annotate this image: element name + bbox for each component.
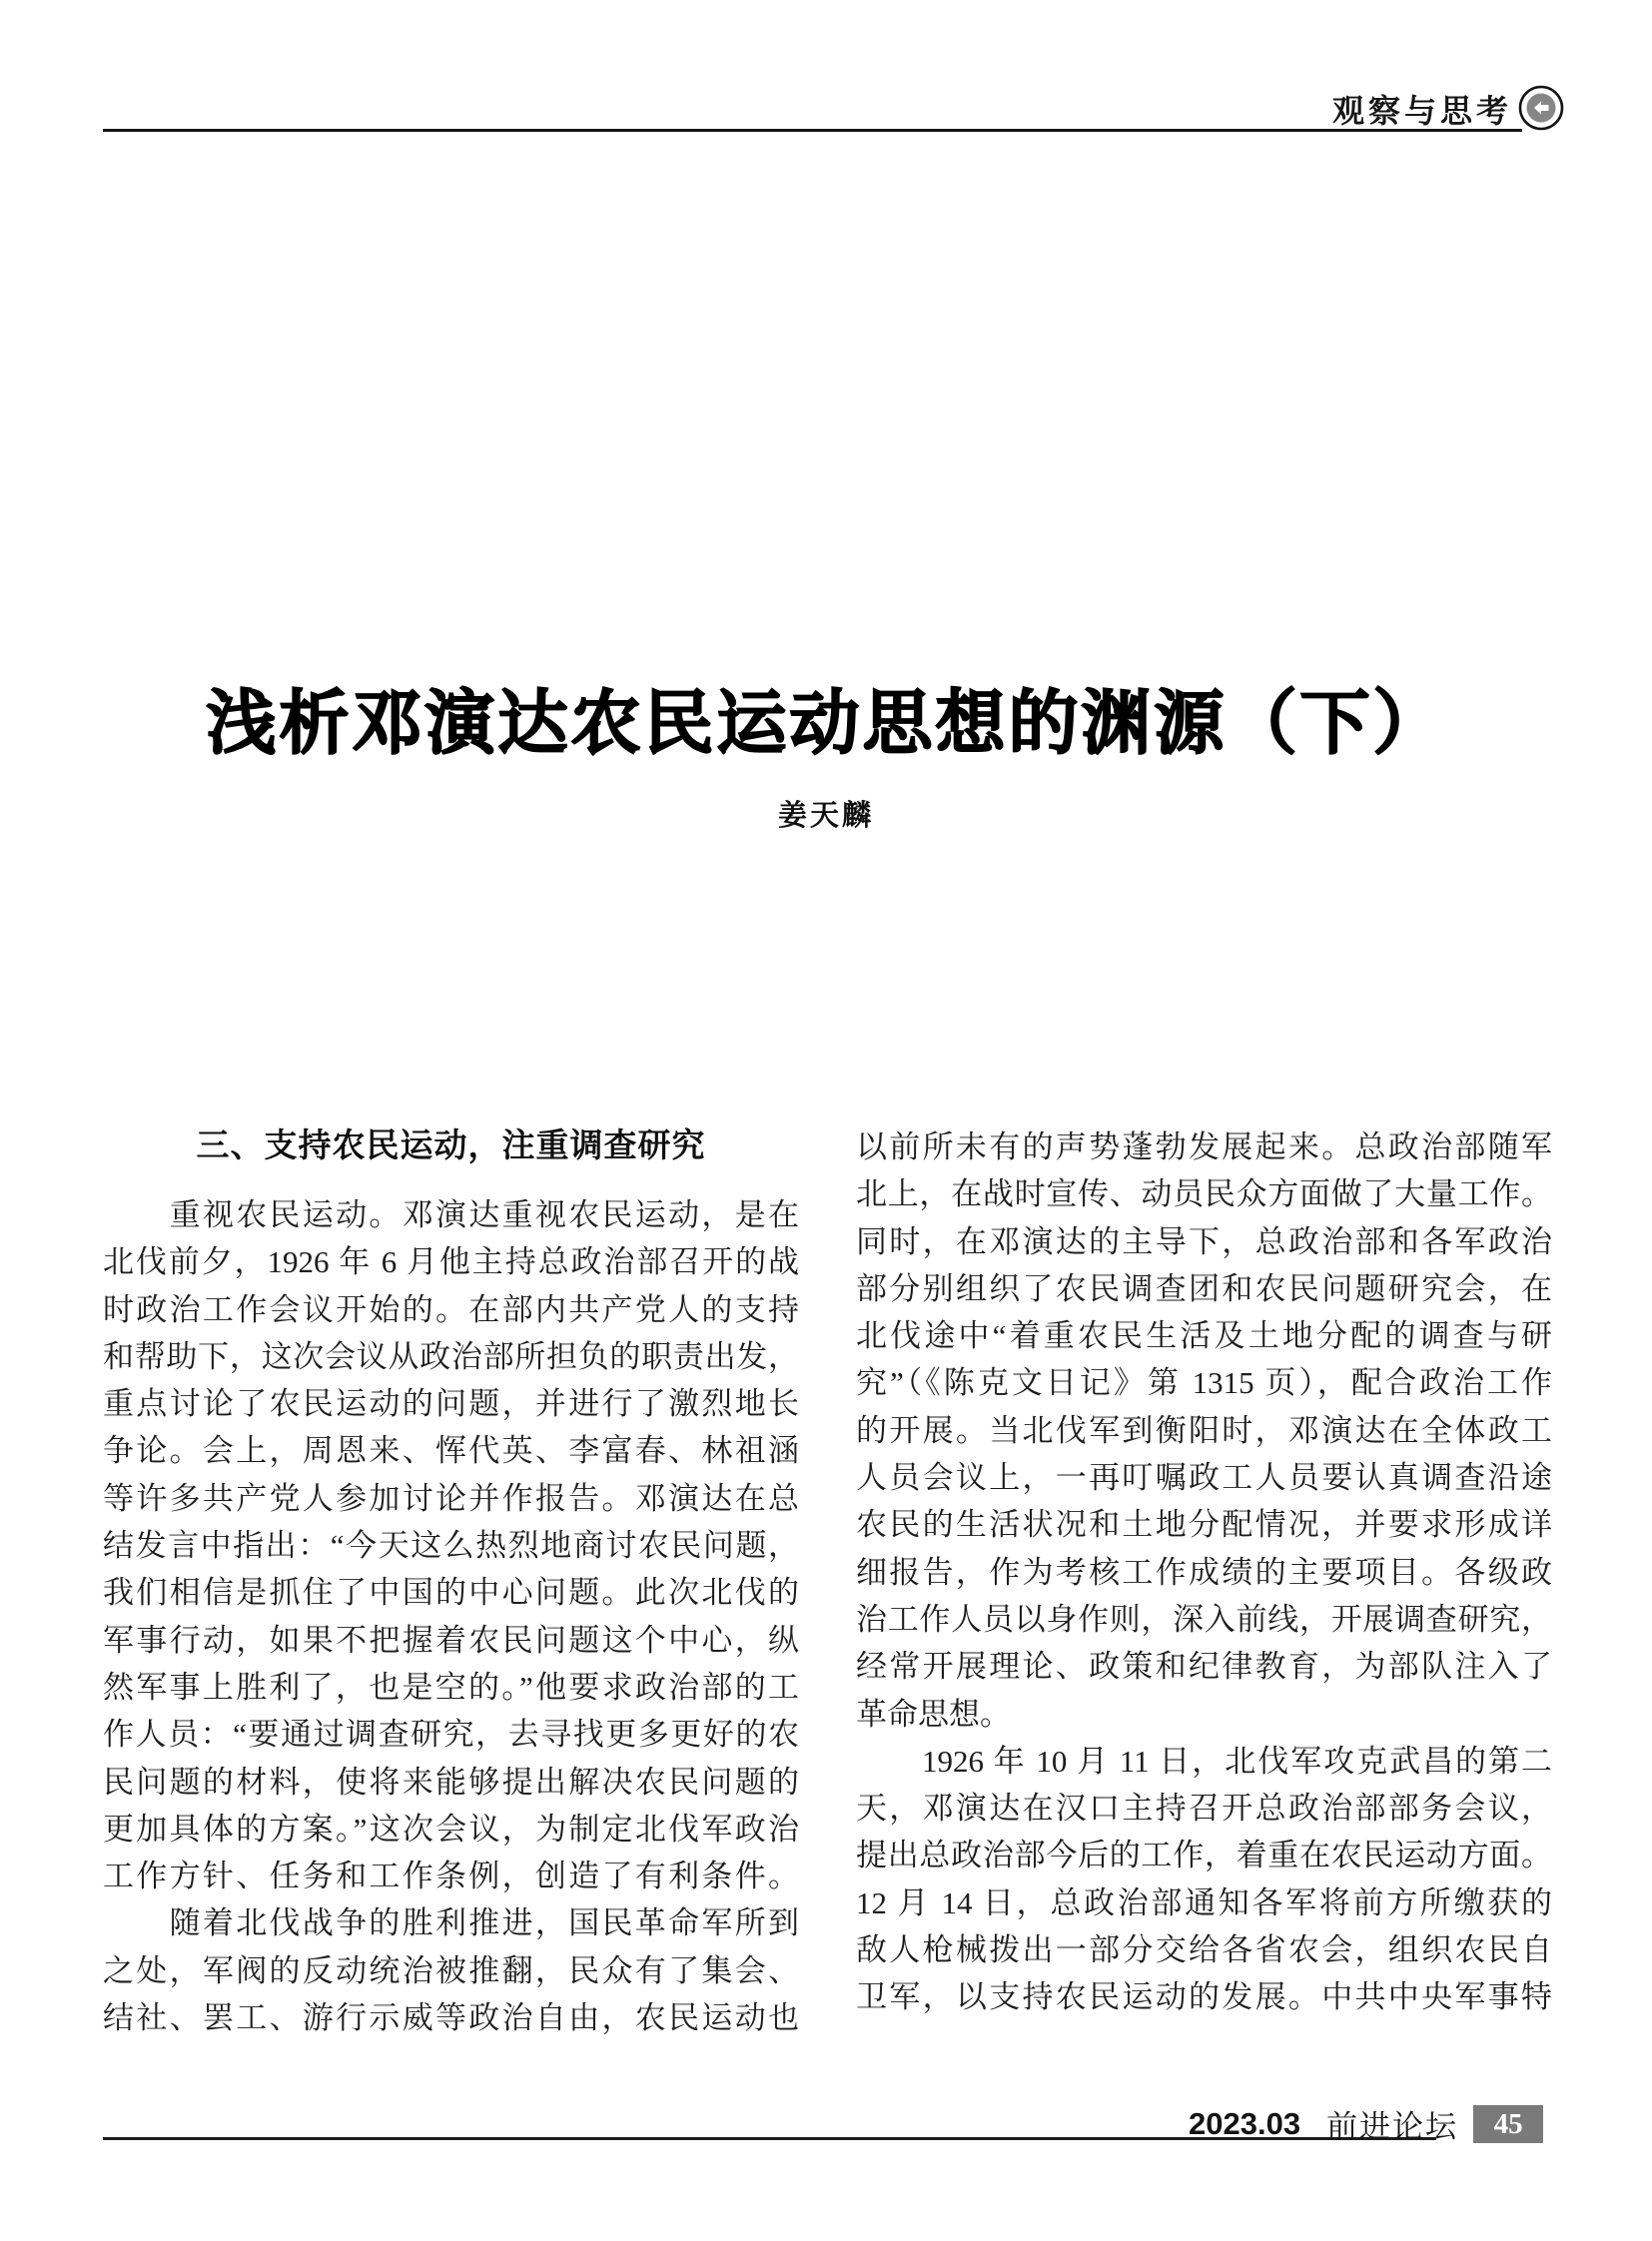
text-line: 革命思想。 xyxy=(856,1696,1011,1732)
text-line: 部分别组织了农民调查团和农民问题研究会，在 xyxy=(856,1270,1552,1306)
footer xyxy=(1189,2101,1543,2146)
text-line: 和帮助下，这次会议从政治部所担负的职责出发， xyxy=(103,1338,799,1374)
right-column xyxy=(856,1123,1552,2041)
page-title: 浅析邓演达农民运动思想的渊源（下） xyxy=(206,684,1446,762)
text-line: 作人员：“要通过调查研究，去寻找更多更好的农 xyxy=(103,1717,799,1753)
text-line: 北伐途中“着重农民生活及土地分配的调查与研 xyxy=(856,1318,1552,1354)
text-line: 然军事上胜利了，也是空的。”他要求政治部的工 xyxy=(103,1669,799,1705)
footer-issue: 2023.03 xyxy=(1189,2105,1301,2141)
text-line: 经常开展理论、政策和纪律教育，为部队注入了 xyxy=(856,1649,1552,1685)
text-line: 随着北伐战争的胜利推进，国民革命军所到 xyxy=(103,1905,799,1941)
text-line: 我们相信是抓住了中国的中心问题。此次北伐的 xyxy=(103,1575,799,1611)
text-line: 之处，军阀的反动统治被推翻，民众有了集会、 xyxy=(103,1952,799,1988)
left-column xyxy=(103,1123,799,2041)
text-line: 同时，在邓演达的主导下，总政治部和各军政治 xyxy=(856,1223,1552,1259)
text-line: 农民的生活状况和土地分配情况，并要求形成详 xyxy=(856,1507,1552,1543)
section-heading: 三、支持农民运动，注重调查研究 xyxy=(196,1128,706,1164)
text-line: 以前所未有的声势蓬勃发展起来。总政治部随军 xyxy=(856,1129,1552,1164)
text-line: 等许多共产党人参加讨论并作报告。邓演达在总 xyxy=(103,1480,799,1516)
text-line: 工作方针、任务和工作条例，创造了有利条件。 xyxy=(103,1859,799,1894)
article-body xyxy=(103,1123,1552,2041)
footer-journal-name: 前进论坛 xyxy=(1326,2109,1459,2144)
left-column-text xyxy=(103,1191,799,2041)
text-line: 重点讨论了农民运动的问题，并进行了激烈地长 xyxy=(103,1386,799,1422)
text-line: 重视农民运动。邓演达重视农民运动，是在 xyxy=(103,1197,799,1232)
text-line: 12 月 14 日，总政治部通知各军将前方所缴获的 xyxy=(856,1884,1552,1920)
right-column-text xyxy=(856,1123,1552,2021)
text-line: 的开展。当北伐军到衡阳时，邓演达在全体政工 xyxy=(856,1412,1552,1448)
circle-left-arrow-icon xyxy=(1518,85,1564,131)
text-line: 结发言中指出：“今天这么热烈地商讨农民问题， xyxy=(103,1528,799,1564)
text-line: 北伐前夕，1926 年 6 月他主持总政治部召开的战 xyxy=(103,1244,799,1280)
page-number-badge: 45 xyxy=(1473,2105,1543,2143)
text-line: 究”（《陈克文日记》第 1315 页），配合政治工作 xyxy=(856,1365,1552,1401)
text-line: 细报告，作为考核工作成绩的主要项目。各级政 xyxy=(856,1554,1552,1590)
text-line: 敌人枪械拨出一部分交给各省农会，组织农民自 xyxy=(856,1932,1552,1968)
text-line: 提出总政治部今后的工作，着重在农民运动方面。 xyxy=(856,1838,1552,1873)
text-line: 结社、罢工、游行示威等政治自由，农民运动也 xyxy=(103,2000,799,2036)
text-line: 时政治工作会议开始的。在部内共产党人的支持 xyxy=(103,1291,799,1327)
text-line: 人员会议上，一再叮嘱政工人员要认真调查沿途 xyxy=(856,1460,1552,1496)
section-label: 观察与思考 xyxy=(1332,93,1513,129)
text-line: 更加具体的方案。”这次会议，为制定北伐军政治 xyxy=(103,1811,799,1847)
text-line: 民问题的材料，使将来能够提出解决农民问题的 xyxy=(103,1764,799,1800)
text-line: 北上，在战时宣传、动员民众方面做了大量工作。 xyxy=(856,1176,1552,1212)
header-rule xyxy=(103,129,1522,132)
text-line: 1926 年 10 月 11 日，北伐军攻克武昌的第二 xyxy=(856,1743,1552,1779)
text-line: 卫军，以支持农民运动的发展。中共中央军事特 xyxy=(856,1979,1552,2015)
text-line: 争论。会上，周恩来、恽代英、李富春、林祖涵 xyxy=(103,1433,799,1469)
text-line: 军事行动，如果不把握着农民问题这个中心，纵 xyxy=(103,1622,799,1658)
article-author: 姜天麟 xyxy=(777,800,874,832)
text-line: 天，邓演达在汉口主持召开总政治部部务会议， xyxy=(856,1791,1552,1827)
text-line: 治工作人员以身作则，深入前线，开展调查研究， xyxy=(856,1601,1552,1637)
